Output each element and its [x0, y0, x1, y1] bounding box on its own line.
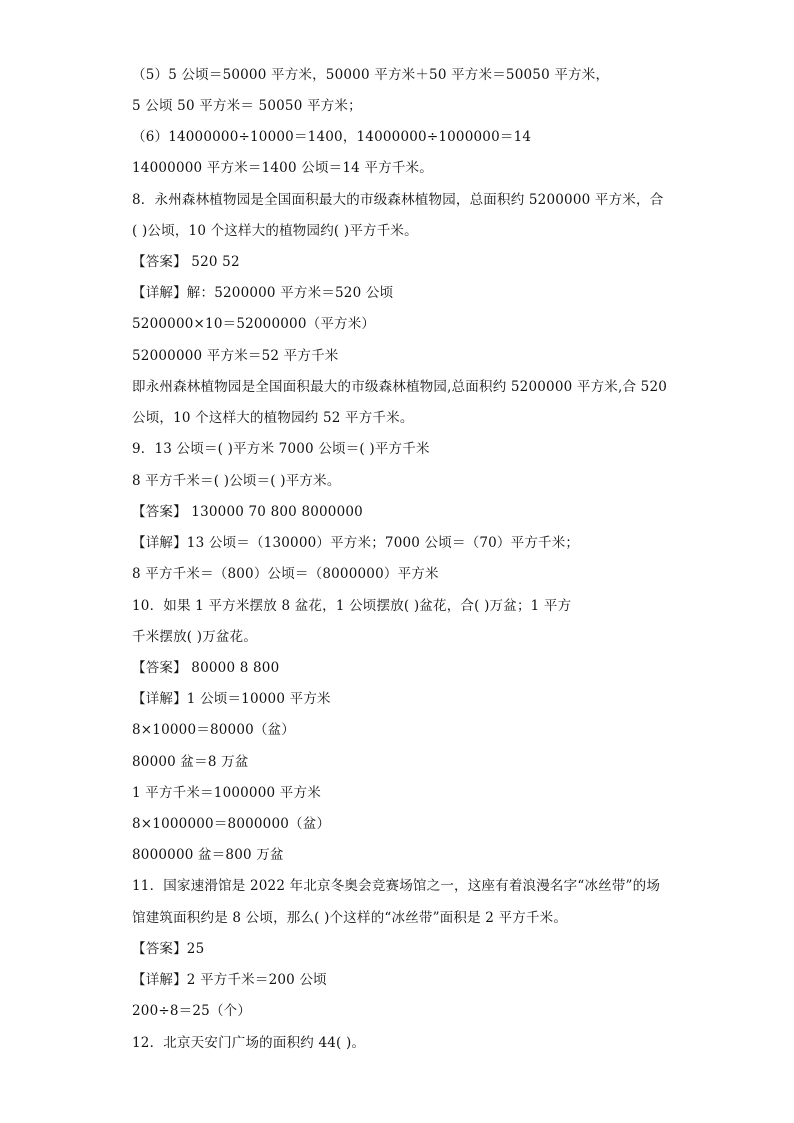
explanation-10: 【详解】1 公顷＝10000 平方米	[132, 691, 331, 707]
text-line: （5）5 公顷＝50000 平方米，50000 平方米＋50 平方米＝50050 平方米，	[132, 67, 610, 83]
text-line: （6）14000000÷10000＝1400，14000000÷1000000＝14	[132, 129, 532, 145]
answer-9: 【答案】 130000 70 800 8000000	[132, 504, 363, 520]
answer-10: 【答案】 80000 8 800	[132, 660, 280, 676]
text-line: 8 平方千米＝( )公顷＝( )平方米。	[132, 473, 341, 489]
text-line: 公顷，10 个这样大的植物园约 52 平方千米。	[132, 410, 414, 426]
answer-8: 【答案】 520 52	[132, 254, 240, 270]
text-line: 1 平方千米＝1000000 平方米	[132, 785, 321, 801]
question-11: 11．国家速滑馆是 2022 年北京冬奥会竞赛场馆之一，这座有着浪漫名字“冰丝带”的场	[132, 878, 661, 894]
answer-11: 【答案】25	[132, 941, 205, 957]
text-line: 馆建筑面积约是 8 公顷，那么( )个这样的“冰丝带”面积是 2 平方千米。	[132, 910, 568, 926]
explanation-9: 【详解】13 公顷＝（130000）平方米；7000 公顷＝（70）平方千米；	[132, 535, 580, 551]
text-line: 52000000 平方米＝52 平方千米	[132, 348, 339, 364]
question-8: 8．永州森林植物园是全国面积最大的市级森林植物园，总面积约 5200000 平方米，合	[132, 192, 664, 208]
text-line: 8×1000000＝8000000（盆）	[132, 816, 331, 832]
text-line: 8 平方千米＝（800）公顷＝（8000000）平方米	[132, 566, 439, 582]
text-line: 即永州森林植物园是全国面积最大的市级森林植物园,总面积约 5200000 平方米,合 520	[132, 379, 668, 395]
text-line: 8000000 盆＝800 万盆	[132, 847, 284, 863]
text-line: 200÷8＝25（个）	[132, 1003, 252, 1019]
text-line: 千米摆放( )万盆花。	[132, 629, 258, 645]
question-12: 12．北京天安门广场的面积约 44( )。	[132, 1035, 366, 1051]
text-line: 5200000×10＝52000000（平方米）	[132, 316, 376, 332]
text-line: ( )公顷，10 个这样大的植物园约( )平方千米。	[132, 223, 418, 239]
text-line: 80000 盆＝8 万盆	[132, 754, 249, 770]
text-line: 5 公顷 50 平方米＝ 50050 平方米；	[132, 98, 362, 114]
question-9: 9．13 公顷＝( )平方米 7000 公顷＝( )平方千米	[132, 441, 430, 457]
explanation-11: 【详解】2 平方千米＝200 公顷	[132, 972, 327, 988]
text-line: 14000000 平方米＝1400 公顷＝14 平方千米。	[132, 160, 433, 176]
question-10: 10．如果 1 平方米摆放 8 盆花，1 公顷摆放( )盆花，合( )万盆；1 平方	[132, 598, 572, 614]
explanation-8: 【详解】解：5200000 平方米＝520 公顷	[132, 285, 394, 301]
text-line: 8×10000＝80000（盆）	[132, 722, 295, 738]
